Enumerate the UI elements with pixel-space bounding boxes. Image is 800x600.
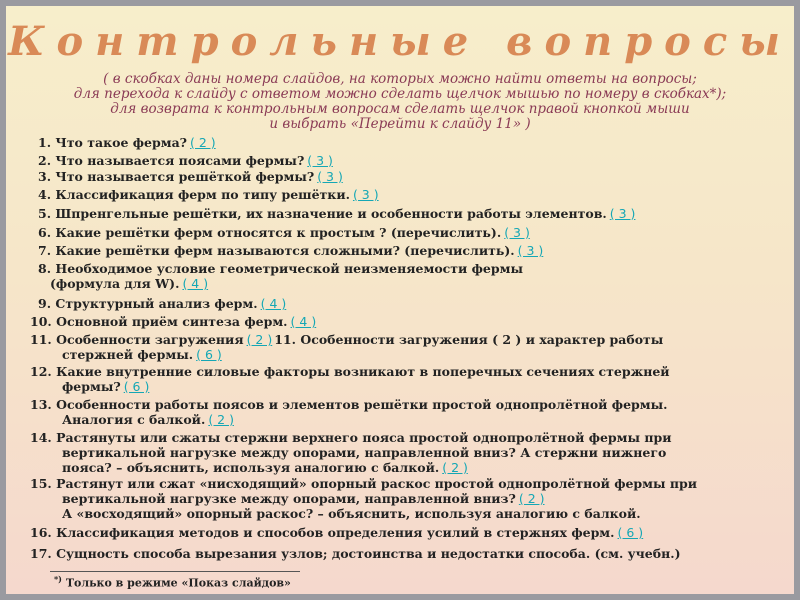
slide-link-4[interactable]: ( 4 ) — [260, 296, 287, 311]
instruction-line-4: и выбрать «Перейти к слайду 11» ) — [269, 116, 531, 132]
slide-link-6[interactable]: ( 6 ) — [123, 379, 150, 394]
slide-link-6[interactable]: ( 6 ) — [196, 347, 222, 362]
question-1: 1. Что такое ферма? ( 2 ) — [38, 135, 216, 150]
footnote-divider — [50, 571, 300, 572]
page-title: Контрольные вопросы — [8, 18, 792, 65]
question-8: 8. Необходимое условие геометрической неизменяемости фермы — [38, 261, 524, 276]
slide-link-2[interactable]: ( 2 ) — [190, 135, 216, 150]
slide-link-2[interactable]: ( 2 ) — [208, 412, 234, 427]
slide — [6, 6, 794, 594]
instruction-line-1: ( в скобках даны номера слайдов, на которых можно найти ответы на вопросы; — [103, 71, 697, 87]
footnote-mark: *) — [54, 574, 62, 584]
question-2: 2. Что называется поясами фермы? ( 3 ) — [38, 153, 333, 168]
question-15: 15. Растянут или сжат «нисходящий» опорный раскос простой однопролётной фермы при — [30, 476, 698, 491]
slide-link-3[interactable]: ( 3 ) — [307, 153, 333, 168]
question-14-cont2: пояса? – объяснить, используя аналогию с балкой. ( 2 ) — [62, 460, 468, 475]
slide-link-4[interactable]: ( 4 ) — [182, 276, 209, 291]
slide-link-3[interactable]: ( 3 ) — [317, 169, 343, 184]
question-9: 9. Структурный анализ ферм. ( 4 ) — [38, 296, 287, 311]
instruction-line-2: для перехода к слайду с ответом можно сделать щелчок мышью по номеру в скобках*); — [73, 86, 727, 102]
footnote — [54, 574, 291, 590]
slide-link-2[interactable]: ( 2 ) — [246, 332, 273, 347]
question-12-cont: фермы? ( 6 ) — [62, 379, 150, 394]
slide-link-3[interactable]: ( 3 ) — [504, 225, 530, 240]
question-16: 16. Классификация методов и способов определения усилий в стержнях ферм. ( 6 ) — [30, 525, 644, 540]
question-7: 7. Какие решётки ферм называются сложными? (перечислить). ( 3 ) — [38, 243, 544, 258]
question-3: 3. Что называется решёткой фермы? ( 3 ) — [38, 169, 343, 184]
slide-link-2[interactable]: ( 2 ) — [442, 460, 468, 475]
question-13-cont: Аналогия с балкой. ( 2 ) — [62, 412, 234, 427]
slide-link-2[interactable]: ( 2 ) — [518, 491, 545, 506]
question-13: 13. Особенности работы поясов и элементов решётки простой однопролётной фермы. — [30, 397, 668, 412]
question-6: 6. Какие решётки ферм относятся к простым ? (перечислить). ( 3 ) — [38, 225, 530, 240]
question-10: 10. Основной приём синтеза ферм. ( 4 ) — [30, 314, 317, 329]
question-15-cont2: А «восходящий» опорный раскос? – объяснить, используя аналогию с балкой. — [62, 506, 641, 521]
slide-link-6[interactable]: ( 6 ) — [617, 525, 644, 540]
instruction-line-3: для возврата к контрольным вопросам сделать щелчок правой кнопкой мыши — [110, 101, 690, 117]
question-11: 11. Особенности загружения ( 2 ) 11. Особенности загружения ( 2 ) и характер работы — [30, 332, 664, 347]
slide-link-4[interactable]: ( 4 ) — [290, 314, 317, 329]
instructions — [6, 72, 794, 132]
question-5: 5. Шпренгельные решётки, их назначение и особенности работы элементов. ( 3 ) — [38, 206, 636, 221]
footnote-text: Только в режиме «Показ слайдов» — [65, 576, 291, 590]
question-17: 17. Сущность способа вырезания узлов; достоинства и недостатки способа. (см. учебн.) — [30, 546, 681, 561]
slide-link-3[interactable]: ( 3 ) — [609, 206, 636, 221]
question-14-cont: вертикальной нагрузке между опорами, направленной вниз? А стержни нижнего — [62, 445, 667, 460]
question-11-cont: стержней фермы. ( 6 ) — [62, 347, 222, 362]
slide-link-3[interactable]: ( 3 ) — [517, 243, 544, 258]
question-8-cont: (формула для W). ( 4 ) — [50, 276, 209, 291]
slide-link-3[interactable]: ( 3 ) — [352, 187, 379, 202]
question-12: 12. Какие внутренние силовые факторы возникают в поперечных сечениях стержней — [30, 364, 670, 379]
question-4: 4. Классификация ферм по типу решётки. ( 3 ) — [38, 187, 379, 202]
question-15-cont: вертикальной нагрузке между опорами, направленной вниз? ( 2 ) — [62, 491, 545, 506]
question-14: 14. Растянуты или сжаты стержни верхнего пояса простой однопролётной фермы при — [30, 430, 672, 445]
